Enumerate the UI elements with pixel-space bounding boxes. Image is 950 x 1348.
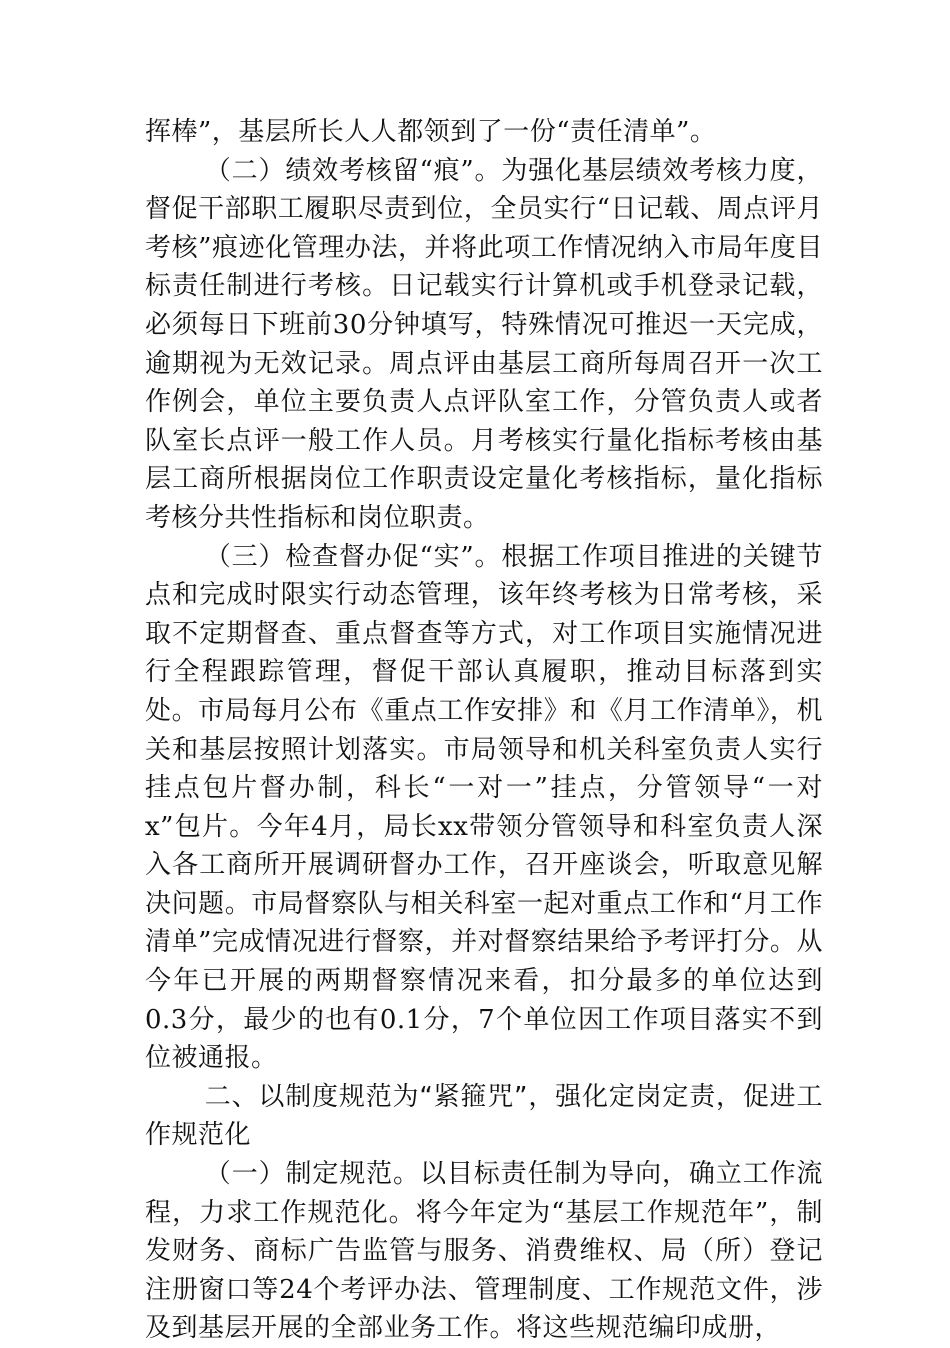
paragraph-performance-assessment: （二）绩效考核留“痕”。为强化基层绩效考核力度，督促干部职工履职尽责到位，全员实行“日记载、周点评月考核”痕迹化管理办法，并将此项工作情况纳入市局年度目标责任制进行考核。日记载实行计算机或手机登录记载，必须每日下班前30分钟填写，特殊情况可推迟一天完成，逾期视为无效记录。周点评由基层工商所每周召开一次工作例会，单位主要负责人点评队室工作，分管负责人或者队室长点评一般工作人员。月考核实行量化指标考核由基层工商所根据岗位工作职责设定量化考核指标，量化指标考核分共性指标和岗位职责。 [145, 155, 823, 533]
section-heading-two: 二、以制度规范为“紧箍咒”，强化定岗定责，促进工作规范化 [145, 1081, 823, 1151]
paragraph-inspection-supervision: （三）检查督办促“实”。根据工作项目推进的关键节点和完成时限实行动态管理，该年终考核为日常考核，采取不定期督查、重点督查等方式，对工作项目实施情况进行全程跟踪管理，督促干部认真履职，推动目标落到实处。市局每月公布《重点工作安排》和《月工作清单》，机关和基层按照计划落实。市局领导和机关科室负责人实行挂点包片督办制，科长“一对一”挂点，分管领导“一对x”包片。今年4月，局长xx带领分管领导和科室负责人深入各工商所开展调研督办工作，召开座谈会，听取意见解决问题。市局督察队与相关科室一起对重点工作和“月工作清单”完成情况进行督察，并对督察结果给予考评打分。从今年已开展的两期督察情况来看，扣分最多的单位达到0.3分，最少的也有0.1分，7个单位因工作项目落实不到位被通报。 [145, 541, 823, 1074]
document-page [145, 113, 823, 1348]
paragraph-continuation: 挥棒”，基层所长人人都领到了一份“责任清单”。 [145, 117, 717, 147]
paragraph-formulate-standards: （一）制定规范。以目标责任制为导向，确立工作流程，力求工作规范化。将今年定为“基层工作规范年”，制发财务、商标广告监管与服务、消费维权、局（所）登记注册窗口等24个考评办法、管理制度、工作规范文件，涉及到基层开展的全部业务工作。将这些规范编印成册， [145, 1159, 823, 1344]
